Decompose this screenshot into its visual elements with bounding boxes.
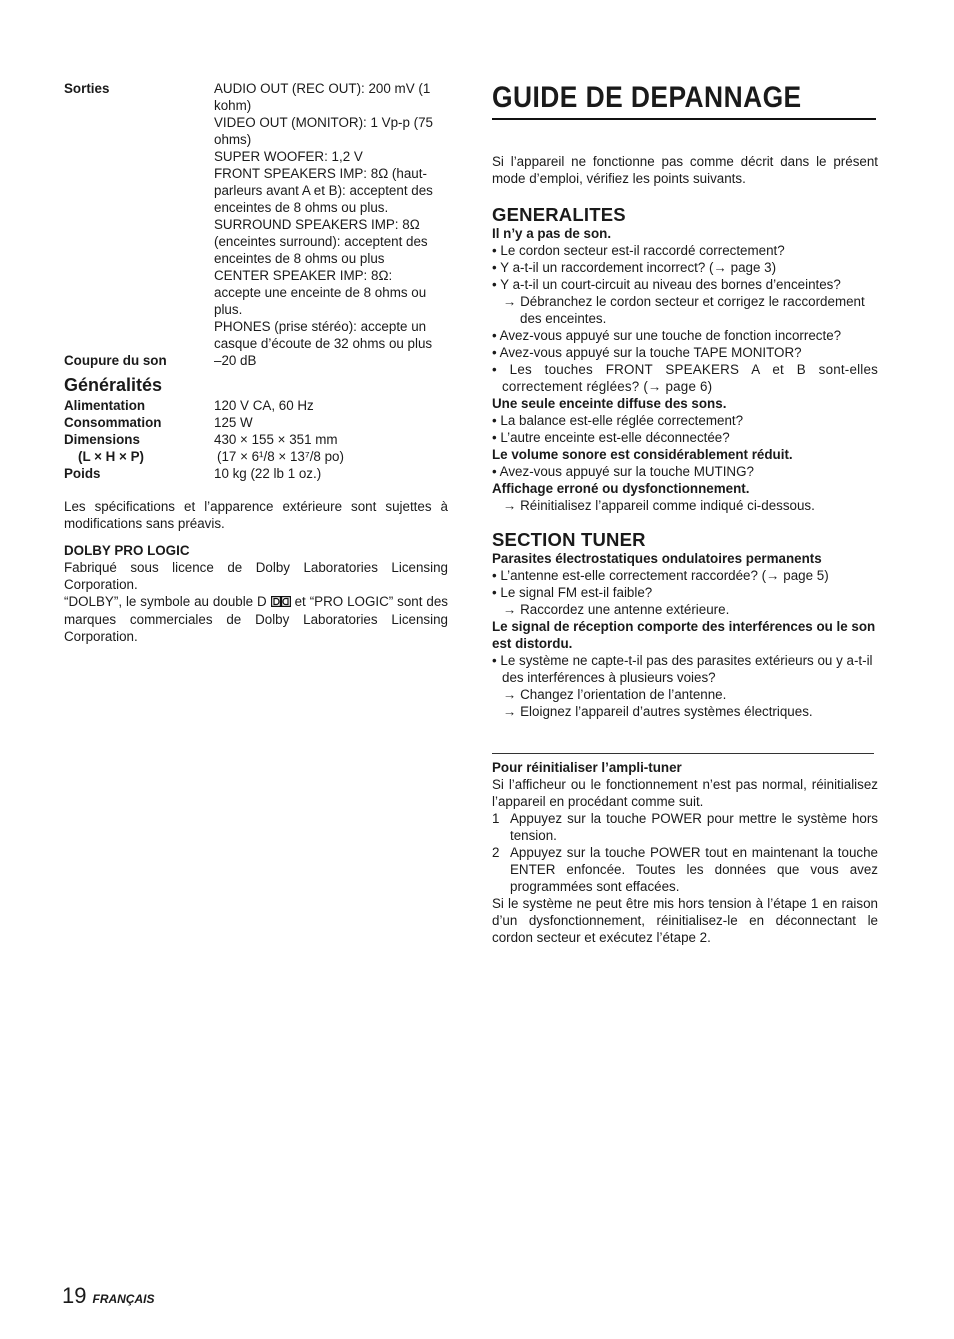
spec-label: Poids bbox=[64, 466, 101, 481]
list-item: • Le signal FM est-il faible? bbox=[492, 585, 653, 600]
spec-value: (17 × 6¹/8 × 13⁷/8 po) bbox=[217, 449, 344, 464]
list-item: • Avez-vous appuyé sur la touche TAPE MONITOR? bbox=[492, 345, 802, 360]
list-item: • Les touches FRONT SPEAKERS A et B sont-elles correctement réglées? (→ page 6) bbox=[492, 362, 878, 394]
spec-consommation bbox=[64, 414, 448, 431]
spec-label: Consommation bbox=[64, 415, 162, 430]
problem-heading: Le volume sonore est considérablement réduit. bbox=[492, 447, 793, 462]
spec-value-sorties bbox=[214, 80, 448, 352]
spec-line: SUPER WOOFER: 1,2 V bbox=[214, 149, 363, 164]
generalites-section-heading: GENERALITES bbox=[492, 204, 626, 225]
language-label: FRANÇAIS bbox=[92, 1292, 155, 1306]
spec-dimensions-inch bbox=[64, 448, 448, 465]
spec-line: FRONT SPEAKERS IMP: 8Ω (haut- bbox=[214, 166, 427, 181]
spec-line: kohm) bbox=[214, 98, 252, 113]
spec-line: AUDIO OUT (REC OUT): 200 mV (1 bbox=[214, 81, 431, 96]
remedy-item: → Eloignez l’appareil d’autres systèmes électriques. bbox=[503, 704, 813, 719]
problem-heading: Le signal de réception comporte des interférences ou le son est distordu. bbox=[492, 619, 876, 651]
reset-intro: Si l’afficheur ou le fonctionnement n’est pas normal, réinitialisez l’appareil en procédant comme suit. bbox=[492, 777, 878, 809]
spec-line: parleurs avant A et B): acceptent des bbox=[214, 183, 433, 198]
page-title: GUIDE DE DEPANNAGE bbox=[492, 81, 802, 114]
spec-line: VIDEO OUT (MONITOR): 1 Vp-p (75 bbox=[214, 115, 434, 130]
problem-heading: Parasites électrostatiques ondulatoires permanents bbox=[492, 551, 822, 566]
spec-line: (enceintes surround): acceptent des bbox=[214, 234, 428, 249]
page-number: 19 bbox=[62, 1283, 87, 1308]
page-footer bbox=[62, 1283, 154, 1309]
reset-heading: Pour réinitialiser l’ampli-tuner bbox=[492, 760, 682, 775]
double-d-logo-icon bbox=[271, 594, 291, 611]
list-item: • L’autre enceinte est-elle déconnectée? bbox=[492, 430, 730, 445]
spec-line: enceintes de 8 ohms ou plus bbox=[214, 251, 385, 266]
step-text: Appuyez sur la touche POWER pour mettre le système hors tension. bbox=[510, 811, 878, 843]
problem-heading: Affichage erroné ou dysfonctionnement. bbox=[492, 481, 750, 496]
spec-label-coupure: Coupure du son bbox=[64, 353, 167, 368]
spec-line: SURROUND SPEAKERS IMP: 8Ω bbox=[214, 217, 420, 232]
spec-value: 120 V CA, 60 Hz bbox=[214, 398, 314, 413]
list-item: • La balance est-elle réglée correctement? bbox=[492, 413, 744, 428]
spec-coupure bbox=[64, 352, 448, 369]
tuner-section-heading: SECTION TUNER bbox=[492, 529, 646, 550]
spec-value-coupure: –20 dB bbox=[214, 353, 257, 368]
spec-sorties bbox=[64, 80, 448, 352]
list-item: • Le cordon secteur est-il raccordé correctement? bbox=[492, 243, 785, 258]
list-item: • L’antenne est-elle correctement raccordée? (→ page 5) bbox=[492, 568, 829, 583]
right-column bbox=[492, 80, 878, 946]
step-number: 1 bbox=[492, 811, 500, 826]
dolby-heading: DOLBY PRO LOGIC bbox=[64, 543, 190, 558]
spec-label: Dimensions bbox=[64, 432, 140, 447]
remedy-item: → Raccordez une antenne extérieure. bbox=[503, 602, 730, 617]
spec-line: ohms) bbox=[214, 132, 252, 147]
spec-alimentation bbox=[64, 397, 448, 414]
list-item: • Le système ne capte-t-il pas des parasites extérieurs ou y a-t-il des interférences à plusieurs voies? bbox=[492, 653, 873, 685]
spec-poids bbox=[64, 465, 448, 482]
problem-heading: Une seule enceinte diffuse des sons. bbox=[492, 396, 727, 411]
dolby-text-a: “DOLBY”, le symbole au double D bbox=[64, 594, 267, 609]
spec-dimensions bbox=[64, 431, 448, 448]
spec-label: Alimentation bbox=[64, 398, 146, 413]
spec-line: casque d’écoute de 32 ohms ou plus bbox=[214, 336, 433, 351]
spec-note: Les spécifications et l’apparence extérieure sont sujettes à modifications sans préavis. bbox=[64, 499, 448, 531]
spec-value: 125 W bbox=[214, 415, 253, 430]
generalites-heading: Généralités bbox=[64, 375, 163, 395]
step-text: Appuyez sur la touche POWER tout en maintenant la touche ENTER enfoncée. Toutes les données que vous avez programmées sont effacées. bbox=[510, 845, 878, 894]
spec-value: 10 kg (22 lb 1 oz.) bbox=[214, 466, 322, 481]
spec-line: accepte une enceinte de 8 ohms ou bbox=[214, 285, 427, 300]
spec-line: PHONES (prise stéréo): accepte un bbox=[214, 319, 427, 334]
dolby-paragraph-1: Fabriqué sous licence de Dolby Laboratories Licensing Corporation. bbox=[64, 560, 448, 592]
reset-step bbox=[492, 844, 878, 895]
section-divider bbox=[492, 753, 874, 754]
guide-intro: Si l’appareil ne fonctionne pas comme décrit dans le présent mode d’emploi, vérifiez les points suivants. bbox=[492, 154, 878, 186]
remedy-item: → Changez l’orientation de l’antenne. bbox=[503, 687, 727, 702]
left-column bbox=[64, 80, 448, 645]
spec-line: CENTER SPEAKER IMP: 8Ω: bbox=[214, 268, 393, 283]
title-rule bbox=[492, 118, 876, 120]
list-item: • Y a-t-il un raccordement incorrect? (→ page 3) bbox=[492, 260, 777, 275]
reset-step bbox=[492, 810, 878, 844]
list-item: • Avez-vous appuyé sur une touche de fonction incorrecte? bbox=[492, 328, 842, 343]
problem-heading: Il n’y a pas de son. bbox=[492, 226, 612, 241]
spec-value: 430 × 155 × 351 mm bbox=[214, 432, 338, 447]
reset-outro: Si le système ne peut être mis hors tension à l’étape 1 en raison d’un dysfonctionnement, réinitialisez-le en déconnectant le cordon secteur et exécutez l’étape 2. bbox=[492, 896, 878, 945]
spec-label-sorties: Sorties bbox=[64, 81, 110, 96]
list-item: • Avez-vous appuyé sur la touche MUTING? bbox=[492, 464, 754, 479]
remedy-item: → Réinitialisez l’appareil comme indiqué ci-dessous. bbox=[503, 498, 815, 513]
spec-line: plus. bbox=[214, 302, 243, 317]
list-item: • Y a-t-il un court-circuit au niveau des bornes d’enceintes? bbox=[492, 277, 841, 292]
remedy-item: → Débranchez le cordon secteur et corrigez le raccordement des enceintes. bbox=[503, 294, 865, 326]
spec-label: (L × H × P) bbox=[78, 449, 144, 464]
dolby-text-b: et “PRO LOGIC” sont des marques commerciales de Dolby Laboratories Licensing Corporation. bbox=[64, 594, 448, 644]
step-number: 2 bbox=[492, 845, 500, 860]
spec-line: enceintes de 8 ohms ou plus. bbox=[214, 200, 389, 215]
dolby-paragraph-2 bbox=[64, 593, 448, 645]
